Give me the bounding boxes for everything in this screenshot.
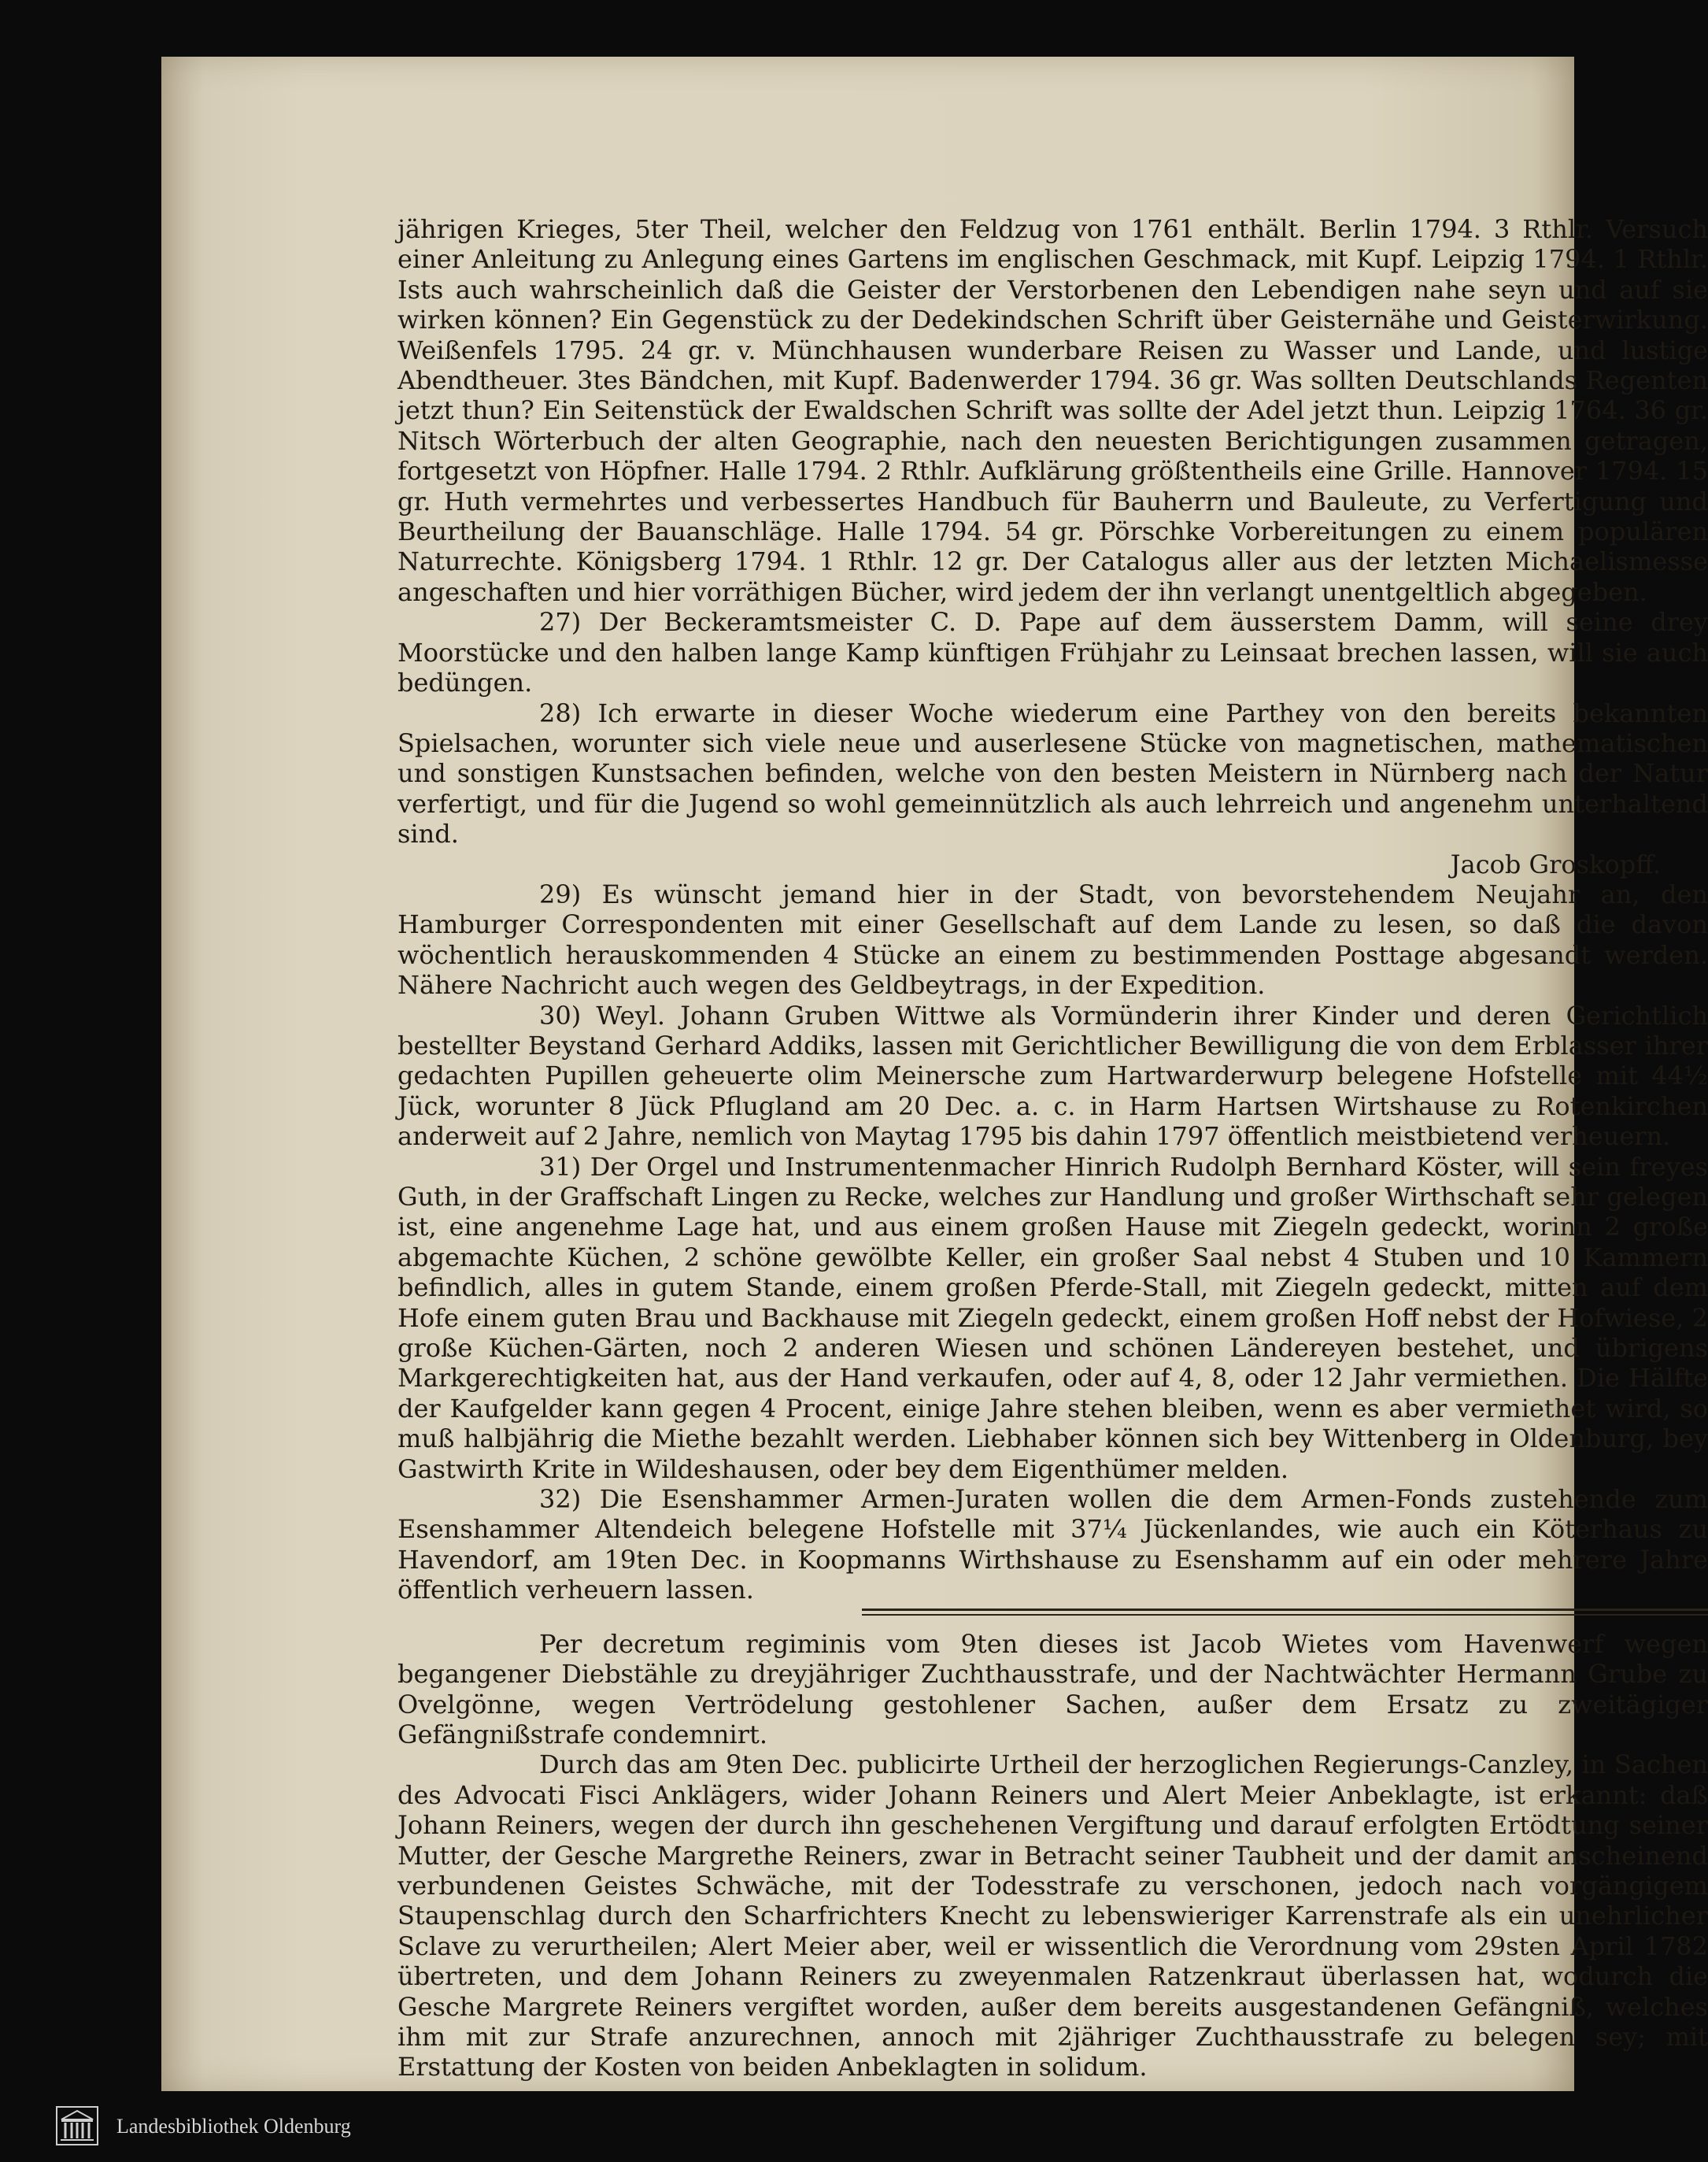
page-text <box>397 214 1708 2082</box>
viewer-footer <box>0 2091 1574 2162</box>
court-notice-paragraph: Per decretum regiminis vom 9ten dieses ist Jacob Wietes vom Havenwerf wegen begangener Diebstähle zu dreyjähriger Zuchthausstrafe, und der Nachtwächter Hermann Grube zu Ovelgönne, wegen Vertrödelung gestohlener Sachen, außer dem Ersatz zu zweitägiger Gefängnißstrafe condemnirt. <box>397 1628 1708 1749</box>
notice-paragraph: 28) Ich erwarte in dieser Woche wiederum eine Parthey von den bereits bekannten Spielsachen, worunter sich viele neue und auserlesene Stücke von magnetischen, mathematischen und sonstigen Kunstsachen befinden, welche von den besten Meistern in Nürnberg nach der Natur verfertigt, und für die Jugend so wohl gemeinnützlich als auch lehrreich und angenehm unterhaltend sind. <box>397 698 1708 850</box>
notice-paragraph: 31) Der Orgel und Instrumentenmacher Hinrich Rudolph Bernhard Köster, will sein freyes Guth, in der Graffschaft Lingen zu Recke, welches zur Handlung und großer Wirthschaft sehr gelegen ist, eine angenehme Lage hat, und aus einem großen Hause mit Ziegeln gedeckt, worinn 2 große abgemachte Küchen, 2 schöne gewölbte Keller, ein großer Saal nebst 4 Stuben und 10 Kammern befindlich, alles in gutem Stande, einem großen Pferde-Stall, mit Ziegeln gedeckt, mitten auf dem Hofe einem guten Brau und Backhause mit Ziegeln gedeckt, einem großen Hoff nebst der Hofwiese, 2 große Küchen-Gärten, noch 2 anderen Wiesen und schönen Ländereyen bestehet, und übrigens Markgerechtigkeiten hat, aus der Hand verkaufen, oder auf 4, 8, oder 12 Jahr vermiethen. Die Hälfte der Kaufgelder kann gegen 4 Procent, einige Jahre stehen bleiben, wenn es aber vermiethet wird, so muß halbjährig die Miethe bezahlt werden. Liebhaber können sich bey Wittenberg in Oldenburg, bey Gastwirth Krite in Wildeshausen, oder bey dem Eigenthümer melden. <box>397 1151 1708 1484</box>
library-building-icon <box>55 2105 99 2146</box>
library-name: Landesbibliothek Oldenburg <box>116 2115 351 2138</box>
court-notice-paragraph: Durch das am 9ten Dec. publicirte Urtheil der herzoglichen Regierungs-Canzley, in Sachen des Advocati Fisci Anklägers, wider Johann Reiners und Alert Meier Anbeklagte, ist erkannt: daß Johann Reiners, wegen der durch ihn geschehenen Vergiftung und darauf erfolgten Ertödtung seiner Mutter, der Gesche Margrethe Reiners, zwar in Betracht seiner Taubheit und der damit anscheinend verbundenen Geistes Schwäche, mit der Todesstrafe zu verschonen, jedoch nach vorgängigem Staupenschlag durch den Scharfrichters Knecht zu lebenswieriger Karrenstrafe als ein unehrlicher Sclave zu verurtheilen; Alert Meier aber, weil er wissentlich die Verordnung vom 29sten April 1782 übertreten, und dem Johann Reiners zu zweyenmalen Ratzenkraut überlassen hat, wodurch die Gesche Margrete Reiners vergiftet worden, außer dem bereits ausgestandenen Gefängniß, welches ihm mit zur Strafe anzurechnen, annoch mit 2jähriger Zuchthausstrafe zu belegen sey; mit Erstattung der Kosten von beiden Anbeklagten in solidum. <box>397 1749 1708 2082</box>
notice-paragraph: 29) Es wünscht jemand hier in der Stadt, von bevorstehendem Neujahr an, den Hamburger Correspondenten mit einer Gesellschaft auf dem Lande zu lesen, so daß die davon wöchentlich herauskommenden 4 Stücke an einem zu bestimmenden Posttage abgesandt werden. Nähere Nachricht auch wegen des Geldbeytrags, in der Expedition. <box>397 879 1708 1001</box>
notice-paragraph: 27) Der Beckeramtsmeister C. D. Pape auf dem äusserstem Damm, will seine drey Moorstücke und den halben lange Kamp künftigen Frühjahr zu Leinsaat brechen lassen, will sie auch bedüngen. <box>397 607 1708 698</box>
scanned-page <box>161 57 1708 2091</box>
section-divider <box>397 1607 1708 1624</box>
notice-paragraph: jährigen Krieges, 5ter Theil, welcher den Feldzug von 1761 enthält. Berlin 1794. 3 Rthlr. Versuch einer Anleitung zu Anlegung eines Gartens im englischen Geschmack, mit Kupf. Leipzig 1794. 1 Rthlr. Ists auch wahrscheinlich daß die Geister der Verstorbenen den Lebendigen nahe seyn und auf sie wirken können? Ein Gegenstück zu der Dedekindschen Schrift über Geisternähe und Geisterwirkung. Weißenfels 1795. 24 gr. v. Münchhausen wunderbare Reisen zu Wasser und Lande, und lustige Abendtheuer. 3tes Bändchen, mit Kupf. Badenwerder 1794. 36 gr. Was sollten Deutschlands Regenten jetzt thun? Ein Seitenstück der Ewaldschen Schrift was sollte der Adel jetzt thun. Leipzig 1764. 36 gr. Nitsch Wörterbuch der alten Geographie, nach den neuesten Berichtigungen zusammen getragen, fortgesetzt von Höpfner. Halle 1794. 2 Rthlr. Aufklärung größtentheils eine Grille. Hannover 1794. 15 gr. Huth vermehrtes und verbessertes Handbuch für Bauherrn und Bauleute, zu Verfertigung und Beurtheilung der Bauanschläge. Halle 1794. 54 gr. Pörschke Vorbereitungen zu einem populären Naturrechte. Königsberg 1794. 1 Rthlr. 12 gr. Der Catalogus aller aus der letzten Michaelismesse angeschaften und hier vorräthigen Bücher, wird jedem der ihn verlangt unentgeltlich abgegeben. <box>397 214 1708 607</box>
notice-paragraph: 32) Die Esenshammer Armen-Juraten wollen die dem Armen-Fonds zustehende zum Esenshammer Altendeich belegene Hofstelle mit 37¼ Jückenlandes, wie auch ein Köterhaus zu Havendorf, am 19ten Dec. in Koopmanns Wirthshause zu Esenshamm auf ein oder mehrere Jahre öffentlich verheuern lassen. <box>397 1484 1708 1605</box>
notice-paragraph: Jacob Groskopff. <box>1450 849 1661 879</box>
notice-paragraph: 30) Weyl. Johann Gruben Wittwe als Vormünderin ihrer Kinder und deren Gerichtlich bestellter Beystand Gerhard Addiks, lassen mit Gerichtlicher Bewilligung die von dem Erblasser ihrer gedachten Pupillen geheuerte olim Meinersche zum Hartwarderwurp belegene Hofstelle mit 44½ Jück, worunter 8 Jück Pflugland am 20 Dec. a. c. in Harm Hartsen Wirtshause zu Rotenkirchen anderweit auf 2 Jahre, nemlich von Maytag 1795 bis dahin 1797 öffentlich meistbietend verheuern. <box>397 1000 1708 1152</box>
